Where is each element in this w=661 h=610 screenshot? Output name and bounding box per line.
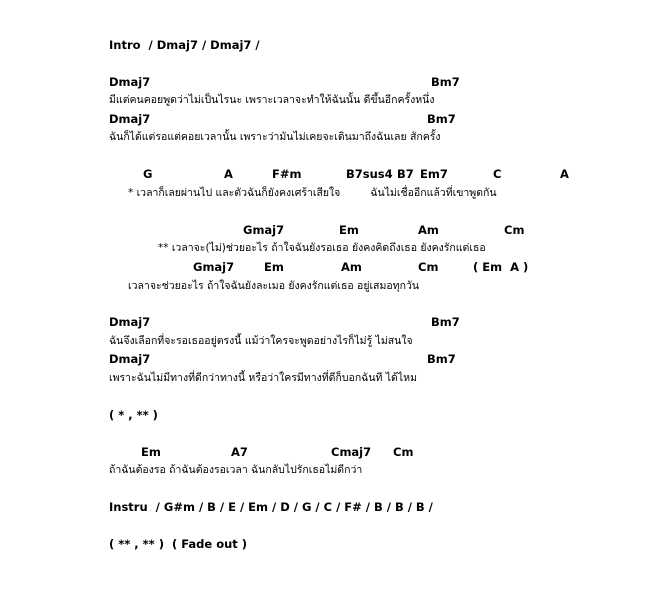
pre-chorus-chord: F#m bbox=[272, 167, 302, 181]
outro-line: ( ** , ** ) ( Fade out ) bbox=[109, 537, 248, 551]
bridge-chord: Cm bbox=[393, 445, 414, 459]
bridge-chord: Em bbox=[141, 445, 161, 459]
verse1-chord-a-right: Bm7 bbox=[431, 75, 460, 89]
chorus-lyric-b: เวลาจะช่วยอะไร ถ้าใจฉันยังละเมอ ยังคงรักแต่เธอ อยู่เสมอทุกวัน bbox=[128, 280, 420, 292]
pre-chorus-lyric: * เวลาก็เลยผ่านไป และตัวฉันก็ยังคงเศร้าเสียใจ ฉันไม่เชื่ออีกแล้วที่เขาพูดกัน bbox=[128, 187, 497, 199]
pre-chorus-chord: B7 bbox=[397, 167, 414, 181]
chorus-chord-b: Cm bbox=[418, 260, 439, 274]
pre-chorus-chord: A bbox=[560, 167, 569, 181]
chorus-chord-b: Am bbox=[341, 260, 362, 274]
verse1-chord-b-right: Bm7 bbox=[427, 112, 456, 126]
chorus-chord-a: Cm bbox=[504, 223, 525, 237]
instrumental-line: Instru / G#m / B / E / Em / D / G / C / F# / B / B / B / bbox=[109, 500, 433, 514]
bridge-lyric: ถ้าฉันต้องรอ ถ้าฉันต้องรอเวลา ฉันกลับไปรักเธอไม่ดีกว่า bbox=[109, 464, 363, 476]
verse2-chord-b-right: Bm7 bbox=[427, 352, 456, 366]
verse2-lyric-a: ฉันจึงเลือกที่จะรอเธออยู่ตรงนี้ แม้ว่าใครจะพูดอย่างไรก็ไม่รู้ ไม่สนใจ bbox=[109, 335, 413, 347]
repeat-marker: ( * , ** ) bbox=[109, 408, 158, 422]
intro-line: Intro / Dmaj7 / Dmaj7 / bbox=[109, 38, 260, 52]
pre-chorus-chord: G bbox=[143, 167, 153, 181]
chorus-chord-a: Am bbox=[418, 223, 439, 237]
pre-chorus-chord: A bbox=[224, 167, 233, 181]
chorus-lyric-a: ** เวลาจะ(ไม่)ช่วยอะไร ถ้าใจฉันยังรอเธอ ยังคงคิดถึงเธอ ยังคงรักแต่เธอ bbox=[158, 242, 486, 254]
verse1-chord-a-left: Dmaj7 bbox=[109, 75, 151, 89]
chorus-chord-b: Em bbox=[264, 260, 284, 274]
pre-chorus-chord: Em7 bbox=[420, 167, 448, 181]
chorus-chord-b: Gmaj7 bbox=[193, 260, 235, 274]
chorus-chord-a: Em bbox=[339, 223, 359, 237]
bridge-chord: A7 bbox=[231, 445, 248, 459]
bridge-chord: Cmaj7 bbox=[331, 445, 372, 459]
verse2-chord-a-right: Bm7 bbox=[431, 315, 460, 329]
verse1-lyric-b: ฉันก็ได้แต่รอแต่คอยเวลานั้น เพราะว่ามันไม่เคยจะเดินมาถึงฉันเลย สักครั้ง bbox=[109, 131, 441, 143]
verse2-chord-b-left: Dmaj7 bbox=[109, 352, 151, 366]
verse1-lyric-a: มีแต่คนคอยพูดว่าไม่เป็นไรนะ เพราะเวลาจะทำให้ฉันนั้น ดีขึ้นอีกครั้งหนึ่ง bbox=[109, 94, 435, 106]
verse2-lyric-b: เพราะฉันไม่มีทางที่ดีกว่าทางนี้ หรือว่าใครมีทางที่ดีก็บอกฉันที ได้ไหม bbox=[109, 372, 417, 384]
pre-chorus-chord: C bbox=[493, 167, 502, 181]
pre-chorus-chord: B7sus4 bbox=[346, 167, 393, 181]
verse2-chord-a-left: Dmaj7 bbox=[109, 315, 151, 329]
chorus-chord-b: ( Em A ) bbox=[473, 260, 529, 274]
chorus-chord-a: Gmaj7 bbox=[243, 223, 285, 237]
verse1-chord-b-left: Dmaj7 bbox=[109, 112, 151, 126]
